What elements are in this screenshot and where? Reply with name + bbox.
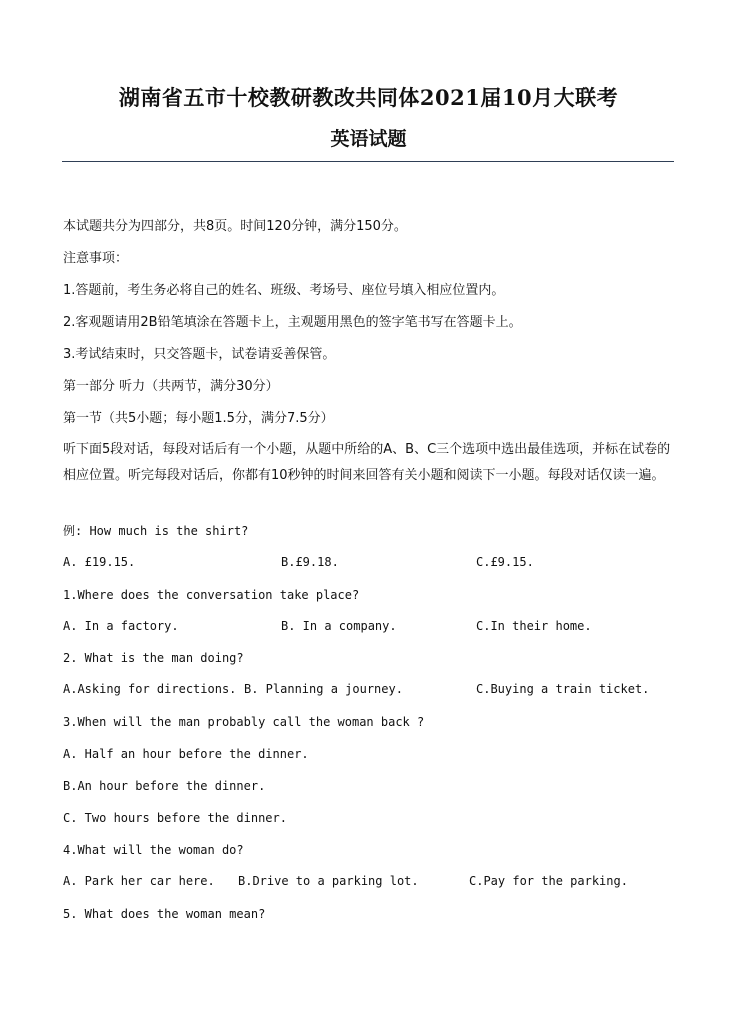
question-1-option-a: A. In a factory. bbox=[63, 619, 179, 633]
question-2-option-b: B. Planning a journey. bbox=[244, 682, 403, 696]
notice-heading: 注意事项： bbox=[63, 251, 129, 266]
header-divider bbox=[62, 161, 674, 162]
question-1: 1.Where does the conversation take place? bbox=[63, 588, 360, 602]
exam-subtitle: 英语试题 bbox=[330, 128, 407, 150]
section1-heading: 第一节（共5小题；每小题1.5分，满分7.5分） bbox=[63, 411, 334, 426]
exam-title: 湖南省五市十校教研教改共同体2021届10月大联考 bbox=[118, 85, 619, 110]
section1-instructions: 听下面5段对话，每段对话后有一个小题，从题中所给的A、B、C三个选项中选出最佳选项，并标在试卷的相应位置。听完每段对话后，你都有10秒钟的时间来回答有关小题和阅读下一小题。每段对话仅读一遍。 bbox=[63, 442, 671, 483]
notice-item-1: 1.答题前，考生务必将自己的姓名、班级、考场号、座位号填入相应位置内。 bbox=[63, 283, 505, 298]
intro-overview: 本试题共分为四部分，共8页。时间120分钟，满分150分。 bbox=[63, 219, 407, 234]
question-5: 5. What does the woman mean? bbox=[63, 907, 266, 921]
question-3-option-c: C. Two hours before the dinner. bbox=[63, 811, 287, 825]
part1-heading: 第一部分 听力（共两节，满分30分） bbox=[63, 379, 279, 394]
question-2: 2. What is the man doing? bbox=[63, 651, 244, 665]
question-4-option-c: C.Pay for the parking. bbox=[469, 874, 628, 888]
question-1-option-b: B. In a company. bbox=[281, 619, 397, 633]
question-2-option-a: A.Asking for directions. bbox=[63, 682, 237, 696]
question-3: 3.When will the man probably call the woman back ? bbox=[63, 715, 425, 729]
question-1-option-c: C.In their home. bbox=[476, 619, 592, 633]
question-3-option-a: A. Half an hour before the dinner. bbox=[63, 747, 309, 761]
example-option-b: B.£9.18. bbox=[281, 555, 339, 569]
question-2-option-c: C.Buying a train ticket. bbox=[476, 682, 650, 696]
question-4-option-a: A. Park her car here. bbox=[63, 874, 215, 888]
example-question: 例: How much is the shirt? bbox=[63, 524, 249, 538]
example-option-c: C.£9.15. bbox=[476, 555, 534, 569]
question-3-option-b: B.An hour before the dinner. bbox=[63, 779, 266, 793]
question-4-option-b: B.Drive to a parking lot. bbox=[238, 874, 419, 888]
example-option-a: A. £19.15. bbox=[63, 555, 136, 569]
question-4: 4.What will the woman do? bbox=[63, 843, 244, 857]
notice-item-2: 2.客观题请用2B铅笔填涂在答题卡上，主观题用黑色的签字笔书写在答题卡上。 bbox=[63, 315, 522, 330]
notice-item-3: 3.考试结束时，只交答题卡，试卷请妥善保管。 bbox=[63, 347, 336, 362]
